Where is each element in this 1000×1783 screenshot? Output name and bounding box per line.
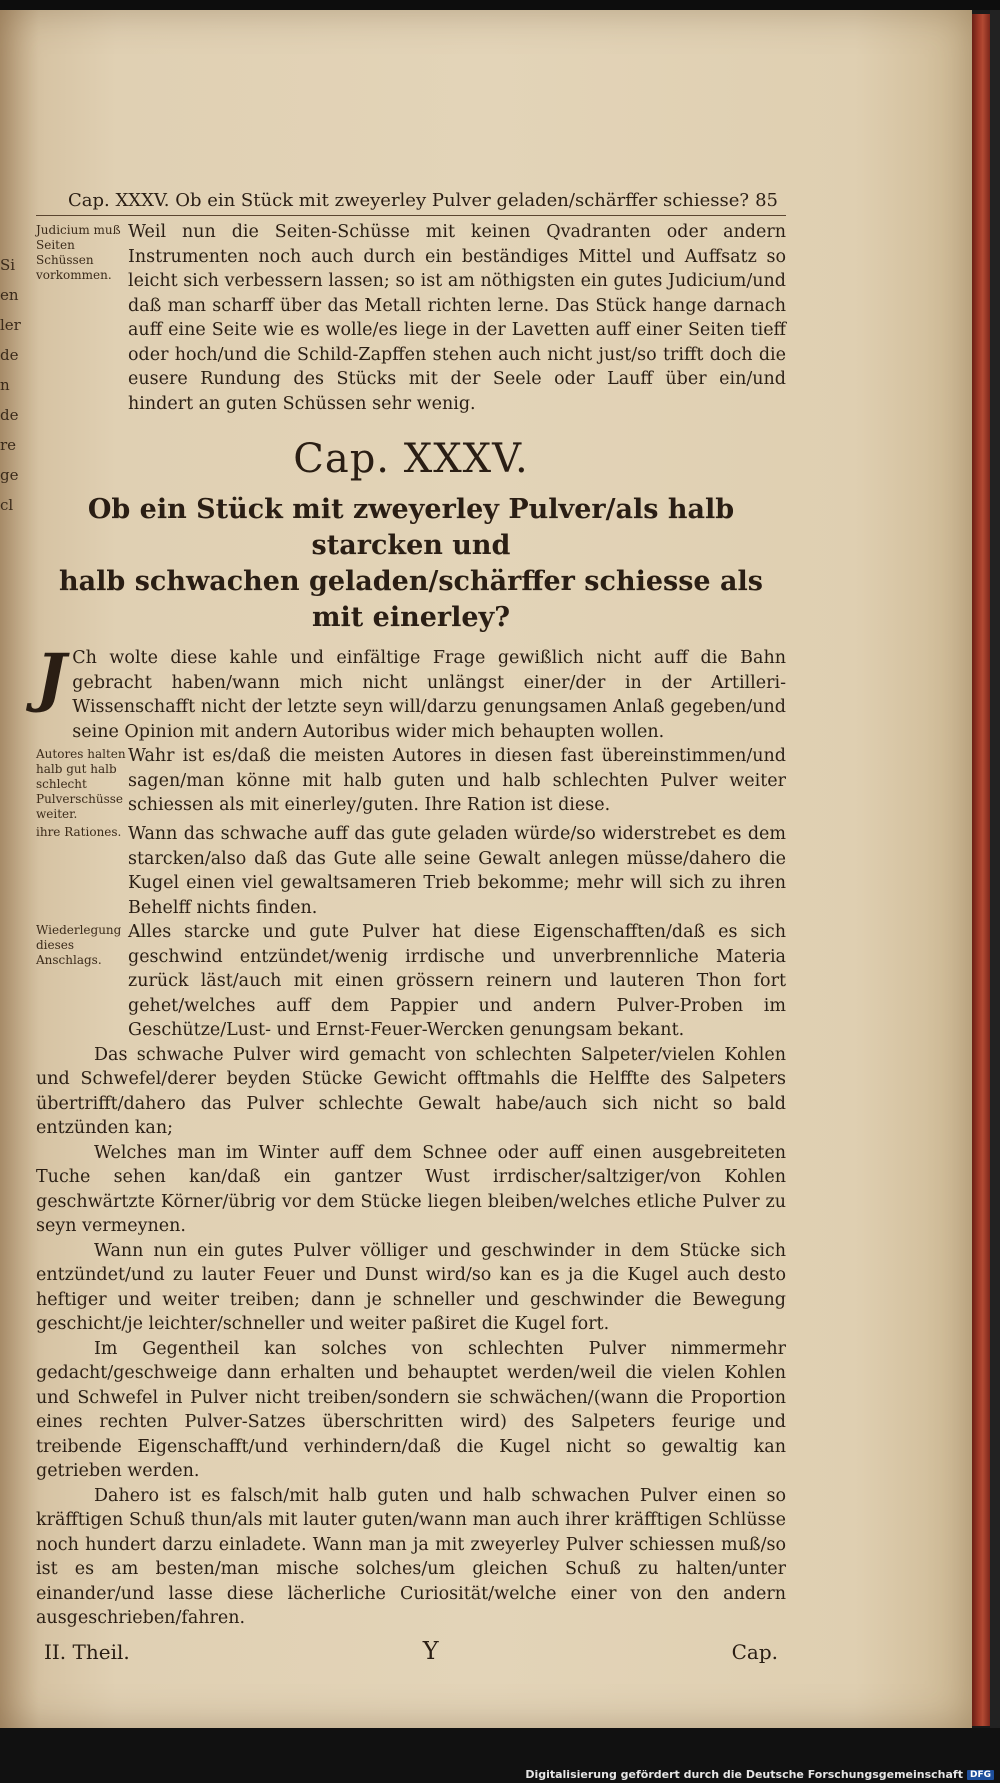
fragment: Si [0,256,16,274]
paragraph: Wahr ist es/daß die meisten Autores in diesen fast übereinstimmen/und sagen/man könne mit halb guten und halb schlechten Pulver weiter schiessen als mit einerley/guten. Ihre Ration ist diese. [128,746,786,815]
chapter-heading [36,492,786,636]
paragraph: Wann nun ein gutes Pulver völliger und geschwinder in dem Stücke sich entzündet/und zu lauter Feuer und Dunst wird/so kan es ja die Kugel auch desto heftiger und weiter treiben; dann je schneller und geschwinder die Bewegung geschicht/je leichter/schneller und weiter paßiret die Kugel fort. [36,1240,786,1334]
fragment: ler [0,316,21,334]
paragraph-row [36,744,786,822]
page-edge-shadow [990,10,1000,1730]
intro-paragraph-text: Ch wolte diese kahle und einfältige Frage gewißlich nicht auff die Bahn gebracht haben/wann mich nicht unlängst einer/der in der Artilleri-Wissenschafft nicht der letzte seyn will/darzu genungsamen Anlaß gegeben/und seine Opinion mit andern Autoribus wider mich behaupten wollen. [72,648,786,742]
intro-paragraph [36,640,786,744]
paragraph-row [36,822,786,920]
page-number: 85 [755,190,778,211]
chapter-heading-line2: halb schwachen geladen/schärffer schiesse als mit einerley? [59,566,763,633]
paragraph: Welches man im Winter auff dem Schnee oder auff einen ausgebreiteten Tuche sehen kan/daß ein gantzer Wust irrdischer/saltziger/von Kohlen geschwärtzte Körner/übrig vor dem Stücke liegen bleiben/welches etliche Pulver zu seyn vermeynen. [36,1142,786,1236]
opening-paragraph-row [36,220,786,416]
margin-note: Judicium muß Seiten Schüssen vorkommen. [36,223,121,282]
catchline [36,1637,786,1665]
catchword: Cap. [731,1639,778,1664]
margin-note: Wiederlegung dieses Anschlags. [36,923,122,967]
part-label: II. Theil. [44,1639,130,1664]
fragment: de [0,406,19,424]
paragraph: Dahero ist es falsch/mit halb guten und halb schwachen Pulver einen so kräfftigen Schuß thun/als mit lauter guten/wann man auch ihrer kräfftigen Schlüsse noch hundert darzu einladete. Wann man ja mit zweyerley Pulver schiessen muß/so ist es am besten/man mische solches/um gleichen Schuß zu halten/unter einander/und lasse diese lächerliche Curiosität/welche einer von den andern ausgeschrieben/fahren. [36,1485,786,1628]
fragment: cl [0,496,14,514]
running-head-title: Cap. XXXV. Ob ein Stück mit zweyerley Pulver geladen/schärffer schiesse? [68,190,750,211]
paragraph-row [36,920,786,1043]
fragment: ge [0,466,19,484]
digitization-credit [525,1768,994,1781]
fragment: en [0,286,19,304]
fragment: n [0,376,10,394]
paragraph: Im Gegentheil kan solches von schlechten Pulver nimmermehr gedacht/geschweige dann erhalten und behauptet werden/weil die vielen Kohlen und Schwefel in Pulver nicht treiben/sondern sie schwächen/(wann die Proportion eines rechten Pulver-Satzes überschritten wird) des Salpeters feurige und treibende Eigenschafft/und verhindern/daß die Kugel nicht so gewaltig kan getrieben werden. [36,1338,786,1481]
opening-paragraph: Weil nun die Seiten-Schüsse mit keinen Qvadranten oder andern Instrumenten noch auch durch ein beständiges Mittel und Auffsatz so leicht sich verbessern lassen; so ist am nöthigsten ein gutes Judicium/und daß man scharff über das Metall richten lerne. Das Stück hange darnach auff eine Seite wie es wolle/es liege in der Lavetten auff einer Seiten tieff oder hoch/und die Schild-Zapffen stehen auch nicht just/so trifft doch die eusere Rundung des Stücks mit der Seele oder Lauff über ein/und hindert an guten Schüssen sehr wenig. [128,222,786,414]
dfg-logo: DFG [967,1770,994,1780]
paragraph: Wann das schwache auff das gute geladen würde/so widerstrebet es dem starcken/also daß das Gute alle seine Gewalt anlegen müsse/dahero die Kugel einen viel gewaltsameren Trieb bekomme; mehr will sich zu ihren Behelff nichts finden. [128,824,786,918]
left-margin-fragments [0,250,21,520]
top-border [0,0,1000,10]
chapter-heading-line1: Ob ein Stück mit zweyerley Pulver/als halb starcken und [87,494,735,561]
drop-cap-initial: J [36,640,67,715]
page-edge-red [972,14,990,1726]
margin-note: Autores halten halb gut halb schlecht Pulverschüsse weiter. [36,747,126,821]
margin-note: ihre Rationes. [36,825,122,839]
page-content [36,190,786,1665]
paragraph: Alles starcke und gute Pulver hat diese Eigenschafften/daß es sich geschwind entzündet/wenig irrdische und unverbrennliche Materia zurück läst/auch mit einen grössern reinern und lauteren Thon fort gehet/welches auff dem Pappier und andern Pulver-Proben im Geschütze/Lust- und Ernst-Feuer-Wercken genungsam bekant. [128,922,786,1040]
fragment: re [0,436,17,454]
paragraph: Das schwache Pulver wird gemacht von schlechten Salpeter/vielen Kohlen und Schwefel/derer beyden Stücke Gewicht offtmahls die Helffte des Salpeters übertrifft/dahero das Pulver schlechte Gewalt habe/auch sich nicht so bald entzünden kan; [36,1044,786,1138]
signature-mark: Y [422,1636,439,1665]
bottom-strip [0,1728,1000,1783]
fragment: de [0,346,19,364]
credit-text: Digitalisierung gefördert durch die Deutsche Forschungsgemeinschaft [525,1768,963,1781]
running-head [36,190,786,216]
chapter-number: Cap. XXXV. [293,436,529,482]
